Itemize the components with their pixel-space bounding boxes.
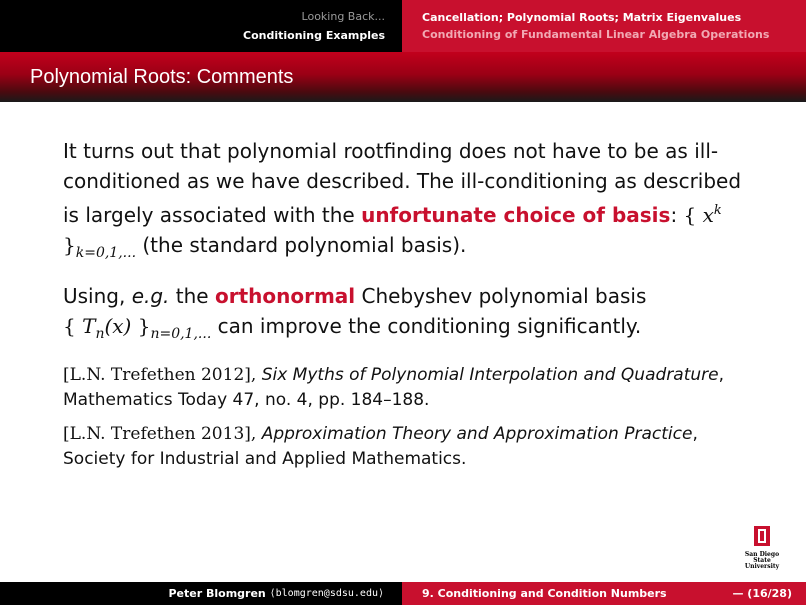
reference-title: Six Myths of Polynomial Interpolation and Quadrature — [261, 365, 719, 385]
emphasis-orthonormal: orthonormal — [214, 284, 356, 308]
footer-author: Peter Blomgren — [168, 587, 266, 600]
header-bar — [0, 0, 806, 52]
nav-subsection-next[interactable]: Conditioning of Fundamental Linear Algebra Operations — [422, 28, 770, 41]
footer-page-number: — (16/28) — [732, 587, 792, 600]
math-monomial-basis: { $x^k$ }$_{k=0,1,...}$ — [63, 203, 722, 261]
reference-trefethen-2012 — [63, 363, 753, 413]
sdsu-emblem-icon — [752, 524, 772, 548]
paragraph-chebyshev — [63, 282, 753, 349]
paragraph-basis — [63, 137, 753, 268]
citation-key: [L.N. Trefethen 2012], — [63, 365, 257, 385]
reference-details: , Society for Industrial and Applied Mathematics. — [63, 424, 698, 469]
nav-subsection-current[interactable]: Cancellation; Polynomial Roots; Matrix Eigenvalues — [422, 11, 742, 24]
footer-section: 9. Conditioning and Condition Numbers — [422, 587, 667, 600]
footer-bar — [0, 582, 806, 605]
nav-section-looking-back[interactable]: Looking Back... — [301, 10, 385, 23]
logo-text-line2: University — [744, 563, 780, 570]
header-right — [402, 0, 806, 52]
reference-trefethen-2013 — [63, 422, 753, 472]
text: : — [670, 203, 678, 227]
logo-text-line1: San Diego State — [744, 551, 780, 564]
text: can improve the conditioning significantly. — [217, 313, 642, 338]
footer-left — [0, 582, 402, 605]
slide-title: Polynomial Roots: Comments — [30, 65, 294, 88]
text: the — [175, 284, 209, 308]
math-chebyshev-basis: { $T_n(x)$ }$_{n=0,1,...}$ — [63, 313, 212, 342]
text: Chebyshev polynomial basis — [361, 284, 647, 308]
reference-details: , Mathematics Today 47, no. 4, pp. 184–188. — [63, 365, 724, 410]
footer-right — [402, 582, 806, 605]
text-eg: e.g. — [131, 284, 170, 308]
footer-email: ⟨blomgren@sdsu.edu⟩ — [269, 588, 384, 599]
reference-title: Approximation Theory and Approximation Practice — [261, 424, 693, 444]
text: It turns out that polynomial rootfinding does not have to be as ill-conditioned as we have described. The ill-conditioning as described is largely associated with the — [63, 139, 742, 227]
text: Using, — [63, 284, 126, 308]
slide-content — [63, 137, 753, 481]
emphasis-unfortunate-basis: unfortunate choice of basis — [361, 203, 671, 227]
nav-section-conditioning-examples[interactable]: Conditioning Examples — [243, 29, 385, 42]
text: (the standard polynomial basis). — [142, 232, 467, 257]
sdsu-logo — [738, 524, 786, 570]
citation-key: [L.N. Trefethen 2013], — [63, 424, 257, 444]
header-left — [0, 0, 402, 52]
slide-title-bar — [0, 52, 806, 102]
